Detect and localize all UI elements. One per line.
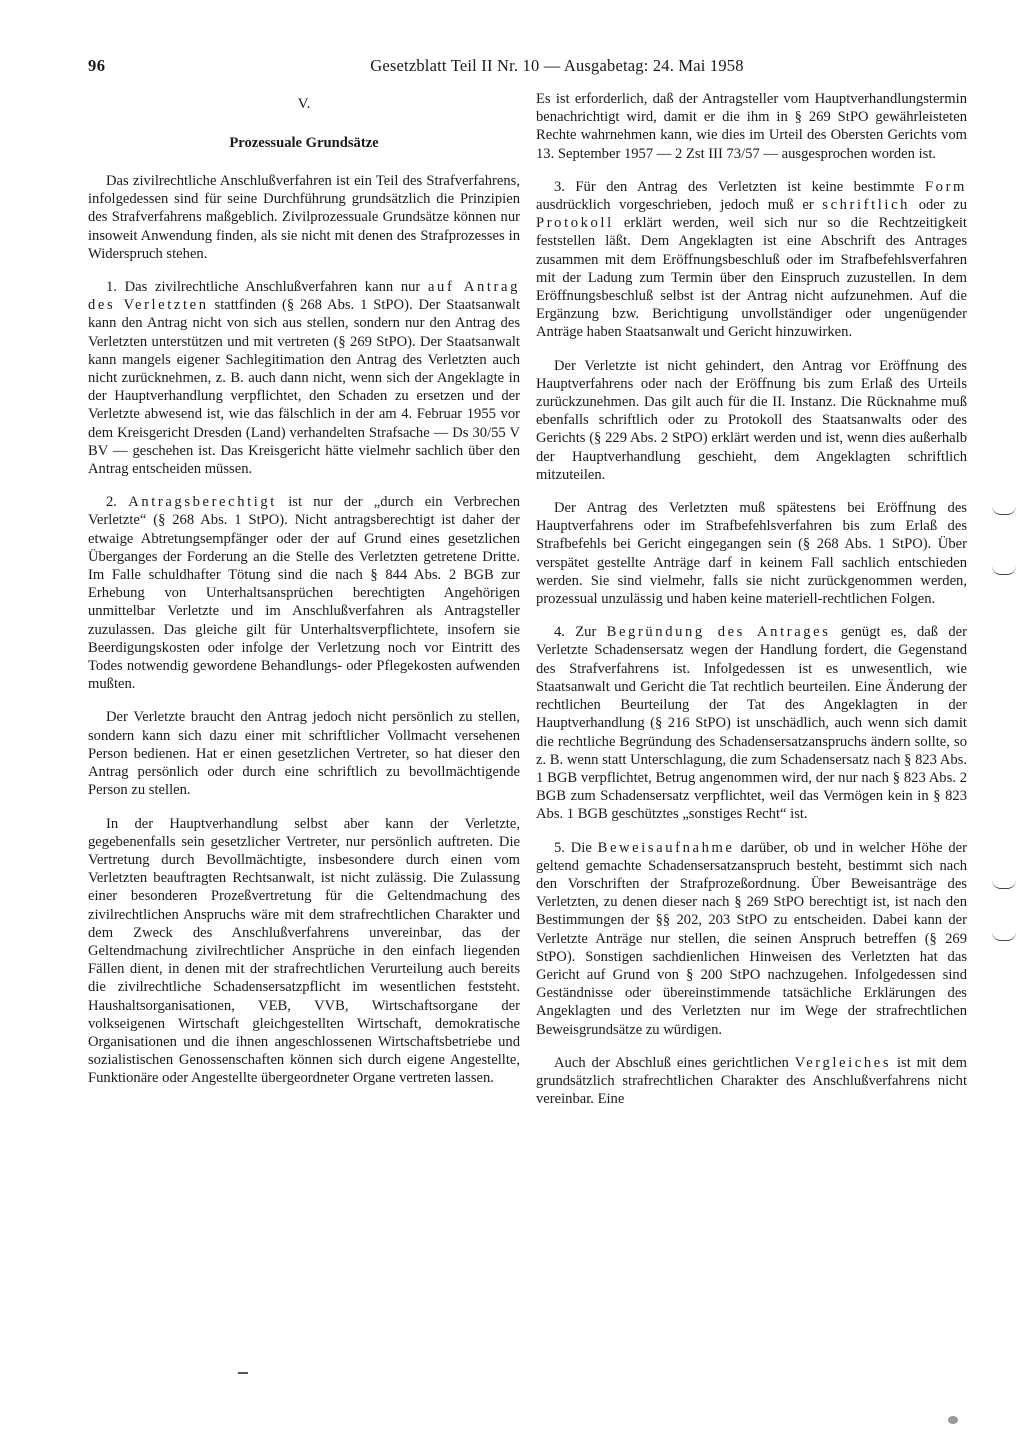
paragraph-text: stattfinden (§ 268 Abs. 1 StPO). Der Staatsanwalt kann den Antrag nicht von sich aus stellen, sondern nur den Antrag des Verletzten unterstützen und mit vertreten (§ 269 StPO). Der Staatsanwalt kann mangels eigener Sachlegitimation den Antrag des Verletzten auch nicht zurücknehmen, z. B. auch dann nicht, wenn sich der Angeklagte in der Hauptverhandlung verpflichtet, den Schaden zu ersetzen und der Verletzte abwesend ist, wie das fälschlich in der am 4. Februar 1955 vor dem Kreisgericht Dresden (Land) verhandelten Strafsache — Ds 30/55 V BV — geschehen ist. Das Kreisgericht hätte vielmehr sachlich über den Antrag entscheiden müssen. (88, 297, 520, 478)
spaced-emphasis: Antragsberechtigt (128, 494, 277, 511)
paragraph (536, 623, 967, 823)
paragraph (88, 278, 520, 478)
paragraph: In der Hauptverhandlung selbst aber kann der Verletzte, gegebenenfalls sein gesetzlicher Vertreter, nur persönlich auftreten. Die Vertretung durch Bevollmächtigte, insbesondere durch einen vom Verletzten beauftragten Rechtsanwalt, ist nicht zulässig. Die Zulassung einer besonderen Prozeßvertretung für die Geltendmachung des zivilrechtlichen Anspruchs wäre mit dem strafrechtlichen Charakter und dem Zweck des Anschlußverfahrens unvereinbar, das der Geltendmachung zivilrechtlicher Ansprüche in den einfach liegenden Fällen dient, in denen mit der strafrechtlichen Verurteilung auch bereits die zivilrechtliche Schadensersatzpflicht im wesentlichen feststeht. Haushaltsorganisationen, VEB, VVB, Wirtschaftsorgane der volkseigenen Wirtschaft gleichgestellten Wirtschaft, demokratische Organisationen und die ihnen angeschlossenen Wirtschaftsbetriebe und sozialistischen Genossenschaften können sich durch eigene Angestellte, Funktionäre oder Angestellte übergeordneter Organe vertreten lassen. (88, 815, 520, 1087)
spaced-emphasis: Protokoll (536, 215, 614, 232)
paragraph (536, 839, 967, 1039)
paragraph-text: 5. Die (554, 839, 592, 856)
section-title: Prozessuale Grundsätze (229, 135, 379, 151)
paragraph (536, 1054, 967, 1109)
paragraph-text: Auch der Abschluß eines gerichtlichen (554, 1054, 789, 1071)
paragraph (88, 493, 520, 693)
text-columns (88, 90, 966, 1123)
right-column (536, 90, 967, 1123)
paragraph: Der Verletzte braucht den Antrag jedoch nicht persönlich zu stellen, sondern kann sich dazu einer mit schriftlicher Vollmacht versehenen Person bedienen. Hat er einen gesetzlichen Vertreter, so hat dieser den Antrag persönlich oder durch eine schriftlich zu bevollmächtigende Person zu stellen. (88, 709, 520, 799)
page-header (88, 56, 966, 76)
margin-mark-icon (992, 566, 1016, 575)
paragraph-text: oder zu (918, 197, 967, 214)
paragraph: Das zivilrechtliche Anschlußverfahren ist ein Teil des Strafverfahrens, infolgedessen sind für seine Durchführung grundsätzlich die Prinzipien des Strafverfahrens maßgeblich. Zivilprozessuale Grundsätze können nur insoweit Anwendung finden, als sie nicht mit denen des Strafprozesses in Widerspruch stehen. (88, 173, 520, 262)
paragraph-text: erklärt werden, weil sich nur so die Rechtzeitigkeit feststellen läßt. Dem Angeklagten ist eine Abschrift des Antrages zusammen mit dem Eröffnungsbeschluß oder im Strafbefehlsverfahren mit der Ladung zum Termin über den Einspruch zuzustellen. In dem Eröffnungsbeschluß selbst ist der Antrag nicht aufzunehmen. Auf die Ergänzung bzw. Berichtigung unvollständiger oder ungenügender Anträge haben Staatsanwalt und Gericht hinzuwirken. (536, 215, 967, 341)
margin-mark-icon (992, 932, 1016, 941)
scan-speck-icon (948, 1416, 958, 1424)
spaced-emphasis: auf Antrag des Verletzten (88, 279, 520, 314)
paragraph-text: genügt es, daß der Verletzte Schadensersatz wegen der Handlung fordert, die Gegenstand des Strafverfahrens ist. Infolgedessen ist es unwesentlich, wie Staatsanwalt und Gericht die Tat rechtlich beurteilen. Eine Änderung der rechtlichen Beurteilung der Tat des Angeklagten in der Hauptverhandlung (§ 216 StPO) ist unschädlich, auch wenn sich damit die rechtliche Begründung des Schadensersatzanspruchs ändern sollte, so z. B. wenn statt Unterschlagung, die zum Schadensersatz nach § 823 Abs. 1 BGB verpflichtet, Betrug angenommen wird, der nur nach § 823 Abs. 2 BGB zum Schadensersatz verpflichtet, weil das Vermögen kein in § 823 Abs. 1 BGB geschütztes „sonstiges Recht“ ist. (536, 624, 967, 823)
paragraph-text: 4. Zur (554, 624, 597, 641)
paragraph-text: 3. Für den Antrag des Verletzten ist keine bestimmte (554, 178, 915, 195)
spaced-emphasis: Beweisaufnahme (597, 839, 735, 856)
left-column (88, 90, 520, 1103)
spaced-emphasis: schriftlich (822, 197, 911, 214)
paragraph-text: ist mit dem grundsätzlich strafrechtlichen Charakter des Anschlußverfahrens nicht vereinbar. Eine (536, 1054, 968, 1108)
running-title: Gesetzblatt Teil II Nr. 10 — Ausgabetag: 24. Mai 1958 (370, 56, 744, 75)
paragraph-text: 1. Das zivilrechtliche Anschlußverfahren kann nur (106, 279, 421, 296)
spaced-emphasis: Vergleiches (794, 1054, 892, 1071)
section-number: V. (297, 96, 311, 112)
page-number: 96 (88, 56, 106, 75)
paragraph-text: ist nur der „durch ein Verbrechen Verletzte“ (§ 268 Abs. 1 StPO). Nicht antragsberechtigt ist daher der etwaige Abtretungsempfänger oder der auf Grund eines gesetzlichen Überganges der Forderung an die Stelle des Verletzten getretene Dritte. Im Falle schuldhafter Tötung sind die nach § 844 Abs. 2 BGB zur Erhebung von Unterhaltsansprüchen berechtigten Angehörigen unmittelbar Verletzte und im Anschlußverfahren als Antragsteller zuzulassen. Das gleiche gilt für Unterhaltsverpflichtete, insofern sie Beerdigungskosten oder infolge der Verletzung noch vor Eintritt des Todes notwendig gewordene Behandlungs- oder Pflegekosten aufwenden mußten. (88, 494, 520, 693)
paragraph-text: 2. (106, 494, 117, 511)
paragraph-text: darüber, ob und in welcher Höhe der geltend gemachte Schadensersatzanspruch besteht, bestimmt sich nach den Vorschriften der Strafprozeßordnung. Über Beweisanträge des Verletzten, zu denen dieser nach § 269 StPO berechtigt ist, ist nach den Bestimmungen der §§ 202, 203 StPO zu entscheiden. Dabei kann der Verletzte Anträge nur stellen, die seinen Anspruch betreffen (§ 269 StPO). Sonstigen sachdienlichen Hinweisen des Verletzten hat das Gericht auf Grund von § 200 StPO nachzugehen. Infolgedessen sind Geständnisse oder übereinstimmende tatsächliche Erklärungen des Angeklagten und des Verletzten nur im Wege der strafrechtlichen Beweisgrundsätze zu würdigen. (536, 839, 967, 1038)
paragraph (536, 178, 967, 342)
spaced-emphasis: Form (924, 178, 967, 195)
spaced-emphasis: Begründung des Antrages (606, 624, 831, 641)
paragraph: Es ist erforderlich, daß der Antragsteller vom Hauptverhandlungstermin benachrichtigt wird, damit er die ihm in § 269 StPO gewährleisteten Rechte wahrnehmen kann, wie dies im Urteil des Obersten Gerichts vom 13. September 1957 — 2 Zst III 73/57 — ausgesprochen worden ist. (536, 91, 967, 162)
paragraph: Der Verletzte ist nicht gehindert, den Antrag vor Eröffnung des Hauptverfahrens oder nach der Eröffnung bis zum Erlaß des Urteils zurückzunehmen. Das gilt auch für die II. Instanz. Die Rücknahme muß ebenfalls schriftlich oder zu Protokoll des Staatsanwalts oder des Gerichts (§ 229 Abs. 2 StPO) erklärt werden und ist, wenn dies außerhalb der Hauptverhandlung geschieht, dem Angeklagten schriftlich mitzuteilen. (536, 357, 967, 483)
paragraph: Der Antrag des Verletzten muß spätestens bei Eröffnung des Hauptverfahrens oder im Strafbefehlsverfahren bis zum Erlaß des Strafbefehls bei Gericht eingegangen sein (§ 268 Abs. 1 StPO). Über verspätet gestellte Anträge darf in keinem Fall sachlich entschieden werden. Sie sind vielmehr, falls sie nicht zurückgenommen werden, prozessual unzulässig und haben keine materiell-rechtlichen Folgen. (536, 500, 967, 608)
margin-mark-icon (992, 880, 1016, 889)
margin-mark-icon (992, 506, 1016, 515)
paragraph-text: ausdrücklich vorgeschrieben, jedoch muß er (536, 197, 814, 214)
pencil-mark-icon (238, 1372, 248, 1374)
